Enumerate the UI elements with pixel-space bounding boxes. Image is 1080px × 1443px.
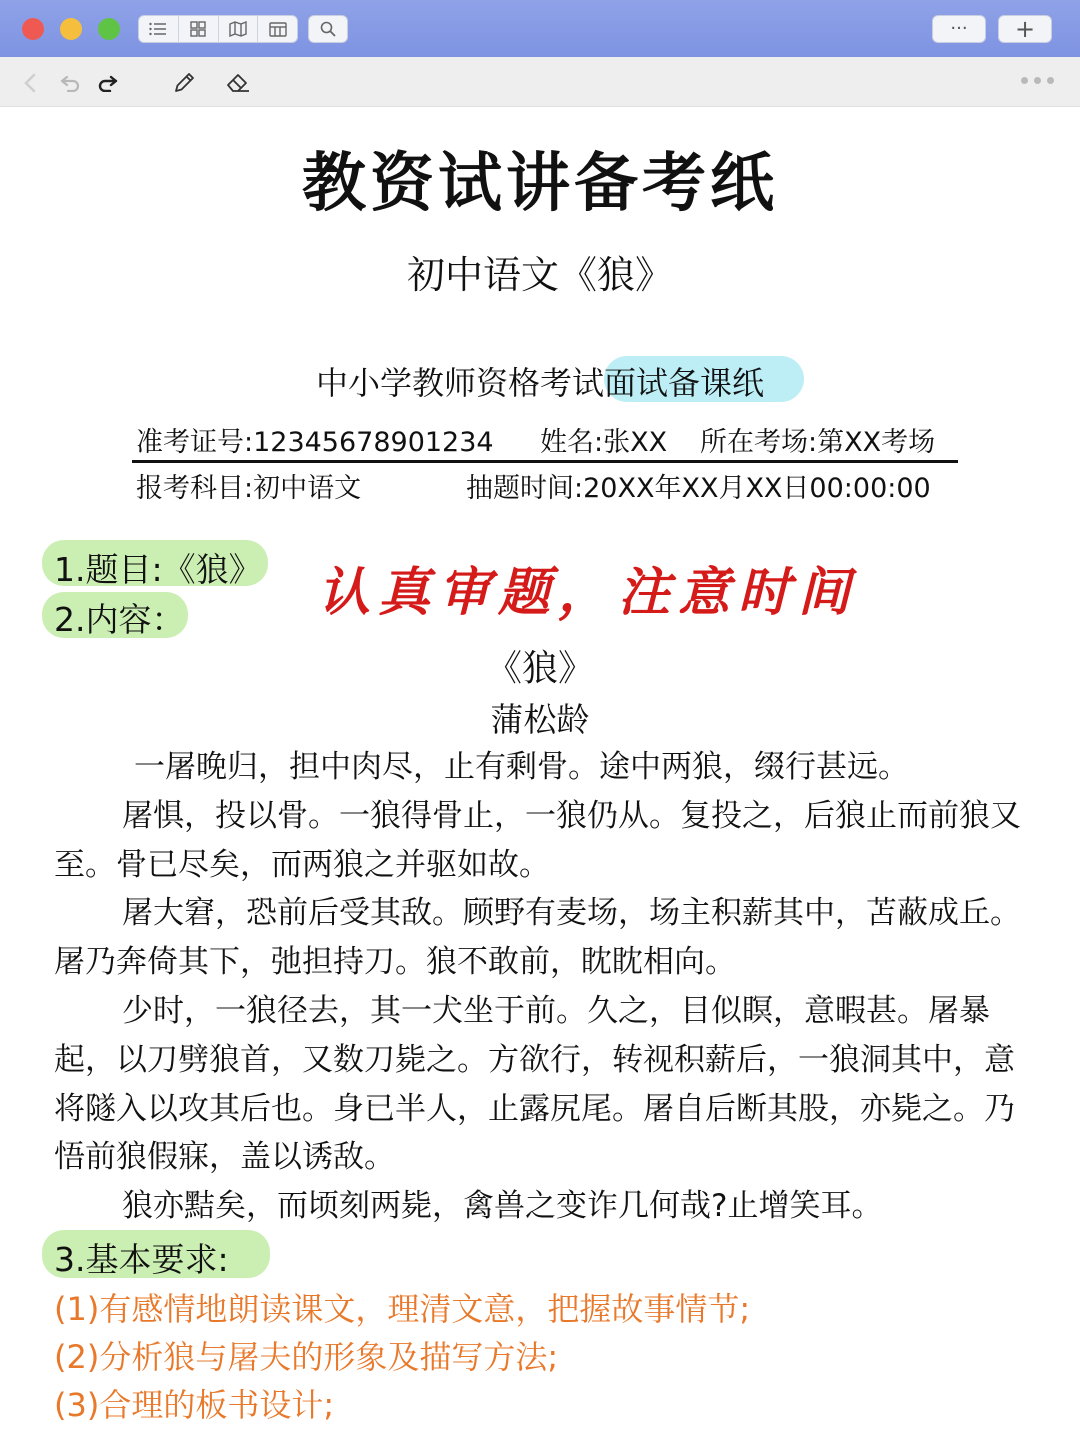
undo-icon[interactable] (56, 69, 84, 97)
more-label: ··· (950, 18, 968, 39)
requirement-item: (3)合理的板书设计; (54, 1386, 335, 1424)
eraser-icon[interactable] (224, 69, 252, 97)
requirement-item: (1)有感情地朗读课文，理清文意，把握故事情节; (54, 1290, 751, 1328)
section-requirements: 3.基本要求: (54, 1240, 229, 1279)
exam-title: 中小学教师资格考试面试备课纸 (315, 364, 764, 402)
exam-venue: 所在考场:第XX考场 (700, 427, 936, 458)
editing-toolbar (0, 57, 1080, 107)
search-button[interactable] (308, 15, 348, 43)
section-content: 2.内容： (54, 600, 185, 639)
poem-author: 蒲松龄 (490, 700, 590, 739)
poem-paragraph: 屠惧，投以骨。一狼得骨止，一狼仍从。复投之，后狼止而前狼又至。骨已尽矣，而两狼之并驱如故。 (54, 797, 1021, 883)
minimize-window-button[interactable] (60, 18, 82, 40)
requirement-item: (2)分析狼与屠夫的形象及描写方法; (54, 1338, 559, 1376)
draw-time: 抽题时间:20XX年XX月XX日00:00:00 (466, 473, 931, 504)
view-switcher (138, 15, 298, 43)
pencil-icon[interactable] (170, 69, 198, 97)
calendar-view-icon[interactable] (258, 16, 297, 42)
window-titlebar (0, 0, 1080, 57)
section-topic: 1.题目:《狼》 (54, 550, 262, 589)
info-divider (132, 460, 958, 463)
redo-icon[interactable] (94, 69, 122, 97)
poem-paragraph: 一屠晚归，担中肉尽，止有剩骨。途中两狼，缀行甚远。 (134, 749, 909, 785)
poem-paragraph: 狼亦黠矣，而顷刻两毙，禽兽之变诈几何哉?止增笑耳。 (122, 1188, 883, 1225)
poem-title: 《狼》 (485, 648, 594, 689)
ticket-number: 准考证号:12345678901234 (136, 427, 494, 458)
poem-paragraph: 少时，一狼径去，其一犬坐于前。久之，目似瞑，意暇甚。屠暴起，以刀劈狼首，又数刀毙之。方欲行，转视积薪后，一狼洞其中，意将隧入以攻其后也。身已半人，止露尻尾。屠自后断其股，亦毙之。乃悟前狼假寐，盖以诱敌。 (54, 992, 1015, 1176)
poem-paragraph: 屠大窘，恐前后受其敌。顾野有麦场，场主积薪其中，苫蔽成丘。屠乃奔倚其下，弛担持刀。狼不敢前，眈眈相向。 (54, 895, 1021, 981)
handwritten-slogan: 认真审题，注意时间 (318, 562, 859, 623)
map-view-icon[interactable] (219, 16, 259, 42)
grid-view-icon[interactable] (179, 16, 219, 42)
more-button[interactable] (932, 15, 986, 43)
document-title: 教资试讲备考纸 (302, 147, 778, 221)
plus-icon: + (1014, 15, 1036, 43)
zoom-window-button[interactable] (98, 18, 120, 40)
close-window-button[interactable] (22, 18, 44, 40)
add-page-button[interactable] (998, 15, 1052, 43)
poem-body (54, 743, 1034, 1231)
candidate-name: 姓名:张XX (540, 427, 668, 458)
list-view-icon[interactable] (139, 16, 179, 42)
search-icon (320, 21, 336, 37)
exam-subject: 报考科目:初中语文 (136, 473, 362, 504)
more-dots-icon[interactable] (1021, 77, 1054, 84)
document-subtitle: 初中语文《狼》 (406, 253, 673, 297)
back-icon[interactable] (16, 69, 44, 97)
